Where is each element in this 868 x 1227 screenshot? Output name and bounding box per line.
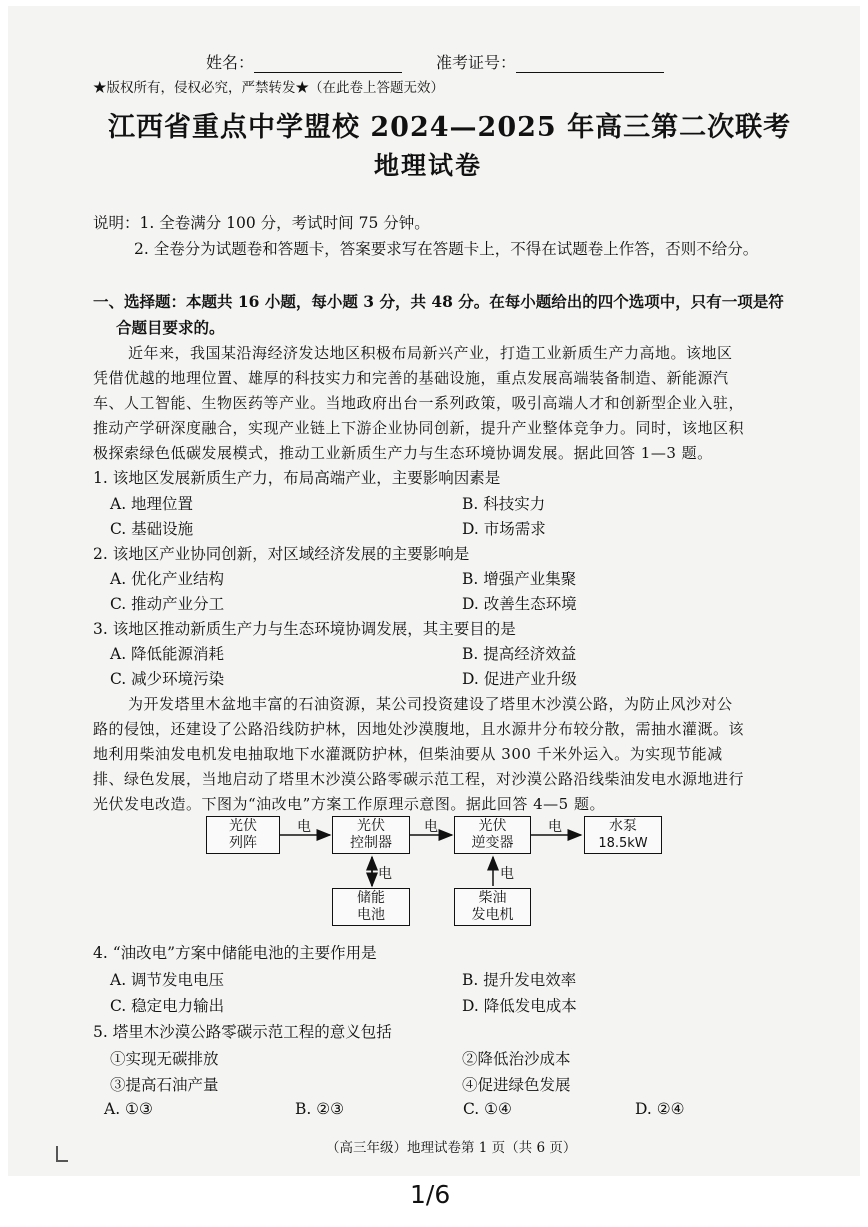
question-4-option-a[interactable]: A. 调节发电电压 — [110, 971, 225, 989]
question-5-stem: 5. 塔里木沙漠公路零碳示范工程的意义包括 — [93, 1023, 392, 1041]
name-label: 姓名： — [206, 53, 255, 72]
question-4-option-c[interactable]: C. 稳定电力输出 — [110, 997, 225, 1015]
question-5-statement-4: ④促进绿色发展 — [462, 1076, 571, 1094]
page-number: 1/6 — [410, 1180, 451, 1209]
question-1-option-d[interactable]: D. 市场需求 — [462, 520, 546, 538]
instruction-2: 2. 全卷分为试题卷和答题卡，答案要求写在答题卡上，不得在试题卷上作答，否则不给分。 — [134, 240, 759, 258]
question-3-stem: 3. 该地区推动新质生产力与生态环境协调发展，其主要目的是 — [93, 620, 516, 638]
passage2-line: 为开发塔里木盆地丰富的石油资源，某公司投资建设了塔里木沙漠公路，为防止风沙对公 — [128, 695, 733, 713]
passage2-line: 地利用柴油发电机发电抽取地下水灌溉防护林，但柴油要从 300 千米外运入。为实现节能减 — [93, 745, 723, 763]
passage1-line: 车、人工智能、生物医药等产业。当地政府出台一系列政策，吸引高端人才和创新型企业入驻， — [93, 394, 745, 412]
page-footer: （高三年级）地理试卷第 1 页（共 6 页） — [326, 1140, 577, 1156]
box-storage-battery: 储能 电池 — [332, 888, 410, 926]
question-1-option-c[interactable]: C. 基础设施 — [110, 520, 194, 538]
box-pv-array: 光伏 列阵 — [206, 816, 280, 854]
passage1-line: 近年来，我国某沿海经济发达地区积极布局新兴产业，打造工业新质生产力高地。该地区 — [128, 344, 733, 362]
passage1-line: 极探索绿色低碳发展模式，推动工业新质生产力与生态环境协调发展。据此回答 1—3 题。 — [93, 444, 713, 462]
question-2-option-a[interactable]: A. 优化产业结构 — [110, 570, 225, 588]
question-4-option-b[interactable]: B. 提升发电效率 — [462, 971, 577, 989]
question-2-option-b[interactable]: B. 增强产业集聚 — [462, 570, 577, 588]
passage2-line: 路的侵蚀，还建设了公路沿线防护林，因地处沙漠腹地，且水源井分布较分散，需抽水灌溉。该 — [93, 720, 745, 738]
box-pv-inverter: 光伏 逆变器 — [454, 816, 531, 854]
box-water-pump: 水泵 18.5kW — [584, 816, 662, 854]
question-2-stem: 2. 该地区产业协同创新，对区域经济发展的主要影响是 — [93, 545, 470, 563]
exam-title: 江西省重点中学盟校 2024—2025 年高三第二次联考 — [108, 112, 792, 143]
question-2-option-c[interactable]: C. 推动产业分工 — [110, 595, 225, 613]
exam-page — [8, 6, 860, 1176]
question-4-stem: 4. “油改电”方案中储能电池的主要作用是 — [93, 944, 377, 962]
question-1-option-b[interactable]: B. 科技实力 — [462, 495, 546, 513]
instruction-1: 说明：1. 全卷满分 100 分，考试时间 75 分钟。 — [93, 214, 430, 232]
question-5-option-d[interactable]: D. ②④ — [635, 1100, 685, 1118]
section-heading-line2: 合题目要求的。 — [116, 318, 225, 337]
question-5-statement-3: ③提高石油产量 — [110, 1076, 219, 1094]
edge-label-electricity: 电 — [548, 819, 562, 835]
question-3-option-c[interactable]: C. 减少环境污染 — [110, 670, 225, 688]
question-5-option-b[interactable]: B. ②③ — [295, 1100, 345, 1118]
question-4-option-d[interactable]: D. 降低发电成本 — [462, 997, 577, 1015]
question-2-option-d[interactable]: D. 改善生态环境 — [462, 595, 577, 613]
passage2-line: 排、绿色发展，当地启动了塔里木沙漠公路零碳示范工程，对沙漠公路沿线柴油发电水源地进行 — [93, 770, 745, 788]
box-diesel-generator: 柴油 发电机 — [454, 888, 531, 926]
passage2-line: 光伏发电改造。下图为“油改电”方案工作原理示意图。据此回答 4—5 题。 — [93, 795, 605, 813]
edge-label-electricity: 电 — [424, 819, 438, 835]
question-5-statement-1: ①实现无碳排放 — [110, 1050, 219, 1068]
passage1-line: 推动产学研深度融合，实现产业链上下游企业协同创新，提升产业整体竞争力。同时，该地区积 — [93, 419, 745, 437]
section-heading-line1: 一、选择题：本题共 16 小题，每小题 3 分，共 48 分。在每小题给出的四个选项中，只有一项是符 — [93, 292, 784, 311]
question-5-statement-2: ②降低治沙成本 — [462, 1050, 571, 1068]
edge-label-electricity: 电 — [297, 819, 311, 835]
question-3-option-a[interactable]: A. 降低能源消耗 — [110, 645, 225, 663]
question-3-option-d[interactable]: D. 促进产业升级 — [462, 670, 577, 688]
edge-label-electricity: 电 — [500, 866, 514, 882]
exam-number-label: 准考证号： — [436, 53, 517, 72]
question-5-option-a[interactable]: A. ①③ — [104, 1100, 153, 1118]
edge-label-electricity: 电 — [378, 866, 392, 882]
question-5-option-c[interactable]: C. ①④ — [463, 1100, 512, 1118]
question-3-option-b[interactable]: B. 提高经济效益 — [462, 645, 577, 663]
question-1-stem: 1. 该地区发展新质生产力，布局高端产业，主要影响因素是 — [93, 469, 501, 487]
box-pv-controller: 光伏 控制器 — [332, 816, 410, 854]
passage1-line: 凭借优越的地理位置、雄厚的科技实力和完善的基础设施，重点发展高端装备制造、新能源汽 — [93, 369, 729, 387]
copyright-notice: ★版权所有，侵权必究，严禁转发★（在此卷上答题无效） — [93, 80, 444, 96]
question-1-option-a[interactable]: A. 地理位置 — [110, 495, 194, 513]
exam-subtitle: 地理试卷 — [374, 151, 483, 180]
corner-mark — [56, 1146, 68, 1162]
